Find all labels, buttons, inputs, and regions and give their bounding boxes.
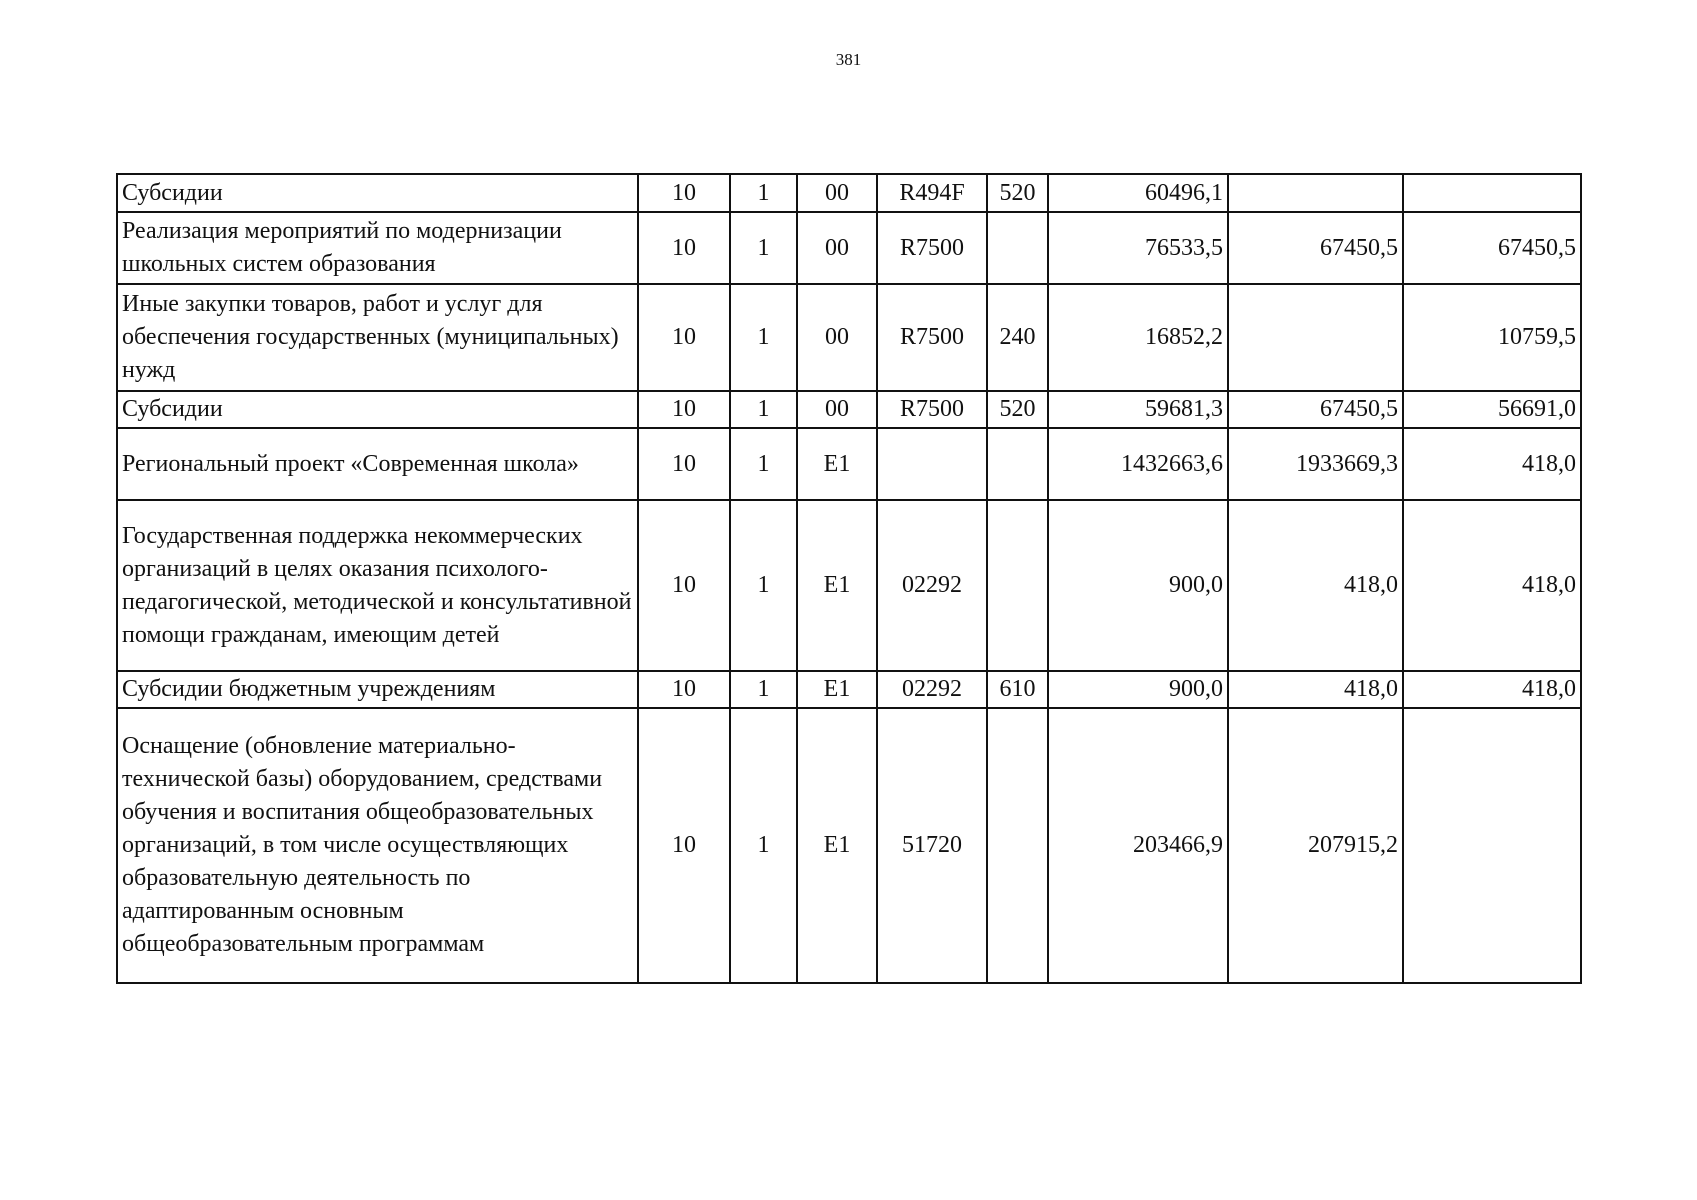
row-code-sub: 1 — [730, 708, 797, 983]
table-row — [117, 500, 1581, 671]
row-name: Иные закупки товаров, работ и услуг для обеспечения государственных (муниципальных) нужд — [117, 284, 638, 391]
row-code-section: 10 — [638, 671, 730, 708]
row-name: Субсидии бюджетным учреждениям — [117, 671, 638, 708]
row-value-1: 76533,5 — [1048, 212, 1228, 284]
table-row — [117, 391, 1581, 428]
row-value-2: 67450,5 — [1228, 212, 1403, 284]
row-value-2 — [1228, 284, 1403, 391]
table-row — [117, 671, 1581, 708]
row-code-target: 02292 — [877, 671, 987, 708]
row-value-2: 207915,2 — [1228, 708, 1403, 983]
row-code-type — [987, 212, 1048, 284]
row-code-type: 610 — [987, 671, 1048, 708]
table-row — [117, 708, 1581, 983]
row-code-program: E1 — [797, 500, 877, 671]
row-name: Оснащение (обновление материально-технической базы) оборудованием, средствами обучения и воспитания общеобразовательных организаций, в том числе осуществляющих образовательную деятельность по адаптированным основным общеобразовательным программам — [117, 708, 638, 983]
row-code-section: 10 — [638, 391, 730, 428]
row-code-sub: 1 — [730, 500, 797, 671]
row-code-target: R7500 — [877, 284, 987, 391]
row-code-type: 520 — [987, 391, 1048, 428]
budget-table — [116, 173, 1582, 984]
row-name: Субсидии — [117, 391, 638, 428]
row-value-1: 900,0 — [1048, 671, 1228, 708]
row-code-target — [877, 428, 987, 500]
row-code-type — [987, 500, 1048, 671]
row-code-sub: 1 — [730, 284, 797, 391]
row-value-3: 418,0 — [1403, 428, 1581, 500]
table-row — [117, 212, 1581, 284]
row-value-3 — [1403, 174, 1581, 212]
row-value-2: 418,0 — [1228, 500, 1403, 671]
row-code-target: R7500 — [877, 212, 987, 284]
row-value-3: 56691,0 — [1403, 391, 1581, 428]
row-code-target: R494F — [877, 174, 987, 212]
row-code-section: 10 — [638, 708, 730, 983]
row-value-1: 900,0 — [1048, 500, 1228, 671]
row-value-3: 418,0 — [1403, 671, 1581, 708]
row-value-1: 203466,9 — [1048, 708, 1228, 983]
row-value-1: 59681,3 — [1048, 391, 1228, 428]
row-code-target: R7500 — [877, 391, 987, 428]
row-code-program: 00 — [797, 284, 877, 391]
row-value-3: 418,0 — [1403, 500, 1581, 671]
row-code-sub: 1 — [730, 671, 797, 708]
row-name: Субсидии — [117, 174, 638, 212]
row-value-2 — [1228, 174, 1403, 212]
row-code-target: 02292 — [877, 500, 987, 671]
row-value-3 — [1403, 708, 1581, 983]
row-value-1: 1432663,6 — [1048, 428, 1228, 500]
row-code-program: 00 — [797, 174, 877, 212]
row-code-type: 240 — [987, 284, 1048, 391]
row-code-sub: 1 — [730, 174, 797, 212]
row-value-1: 60496,1 — [1048, 174, 1228, 212]
row-code-section: 10 — [638, 428, 730, 500]
row-value-1: 16852,2 — [1048, 284, 1228, 391]
row-value-3: 10759,5 — [1403, 284, 1581, 391]
row-code-program: E1 — [797, 671, 877, 708]
row-code-section: 10 — [638, 284, 730, 391]
row-code-program: E1 — [797, 428, 877, 500]
row-code-section: 10 — [638, 174, 730, 212]
row-value-2: 1933669,3 — [1228, 428, 1403, 500]
row-value-2: 418,0 — [1228, 671, 1403, 708]
row-code-type: 520 — [987, 174, 1048, 212]
table-row — [117, 428, 1581, 500]
row-code-sub: 1 — [730, 212, 797, 284]
row-value-2: 67450,5 — [1228, 391, 1403, 428]
row-code-sub: 1 — [730, 391, 797, 428]
row-code-type — [987, 428, 1048, 500]
row-value-3: 67450,5 — [1403, 212, 1581, 284]
row-code-section: 10 — [638, 212, 730, 284]
row-code-program: 00 — [797, 391, 877, 428]
row-code-program: 00 — [797, 212, 877, 284]
row-code-program: E1 — [797, 708, 877, 983]
table-row — [117, 284, 1581, 391]
row-code-type — [987, 708, 1048, 983]
row-code-sub: 1 — [730, 428, 797, 500]
row-name: Региональный проект «Современная школа» — [117, 428, 638, 500]
row-name: Реализация мероприятий по модернизации школьных систем образования — [117, 212, 638, 284]
row-code-section: 10 — [638, 500, 730, 671]
row-code-target: 51720 — [877, 708, 987, 983]
page-number: 381 — [835, 50, 862, 69]
table-row — [117, 174, 1581, 212]
row-name: Государственная поддержка некоммерческих организаций в целях оказания психолого-педагогической, методической и консультативной помощи гражданам, имеющим детей — [117, 500, 638, 671]
